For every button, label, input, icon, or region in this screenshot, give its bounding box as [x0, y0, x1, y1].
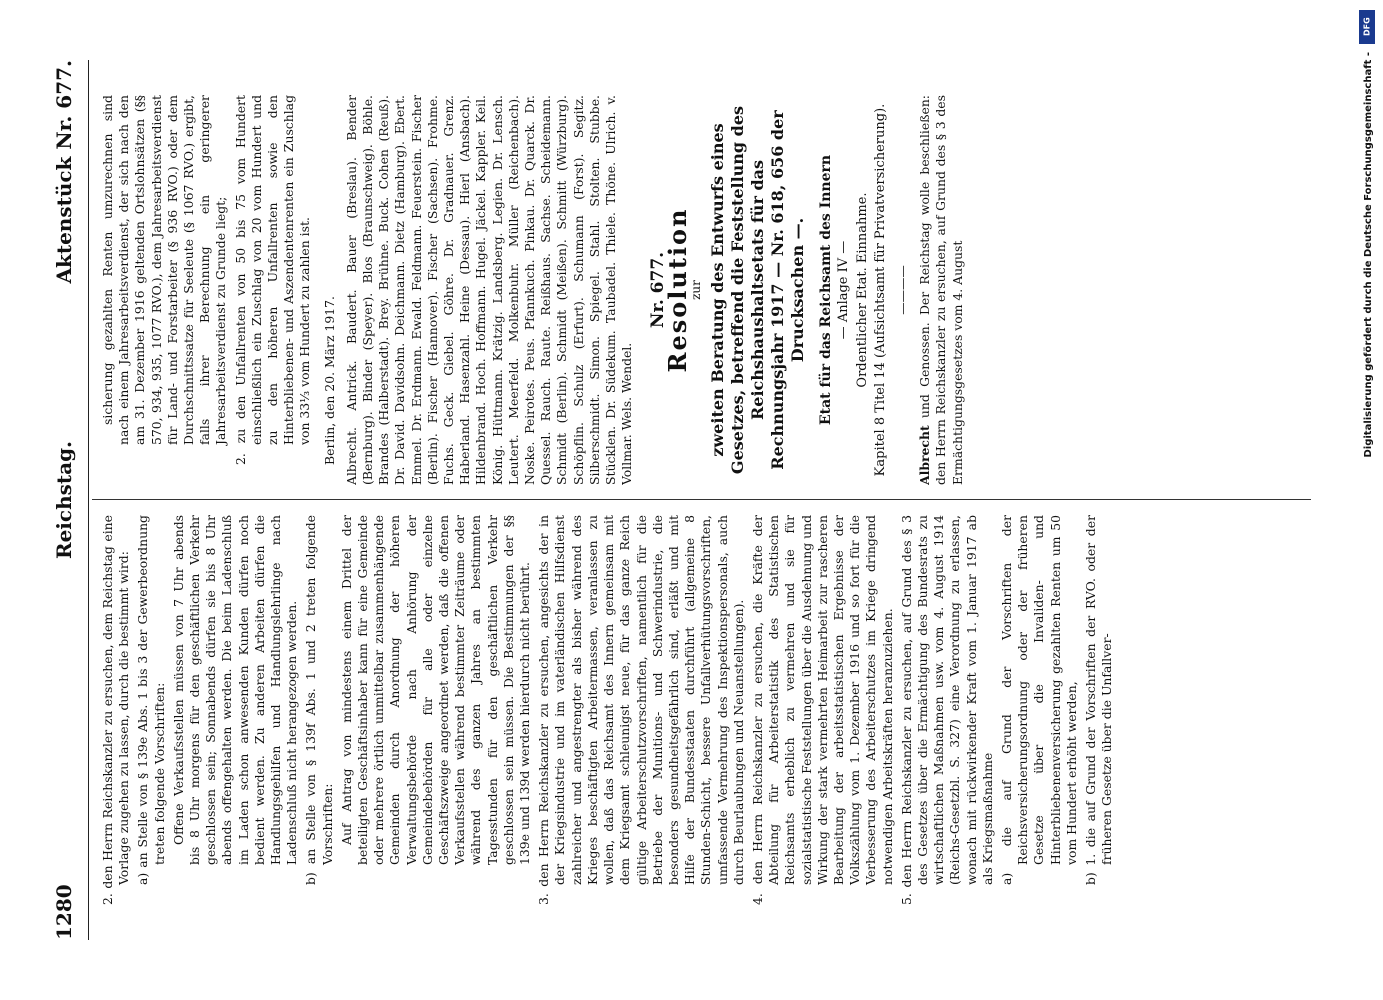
paragraph-2a-text: Offene Verkaufsstellen müssen von 7 Uhr abends bis 8 Uhr morgens für den geschäftlichen Verkehr geschlossen sein; Sonnabends dürfen sie bis 8 Uhr abends offengehalten werden. Die beim Ladenschluß im Laden schon anwesenden Kunden dürfen noch bedient werden. Zu anderen Arbeiten dürfen die Handlungsgehilfen und Handlungslehrlinge nach Ladenschluß nicht herangezogen werden. [170, 515, 300, 865]
header-title: Reichstag. [52, 440, 76, 560]
column-divider [92, 499, 1311, 500]
signers-list: Albrecht. Antrick. Baudert. Bauer (Breslau). Bender (Bernburg). Binder (Speyer). Blos (Braunschweig). Böhle. Brandes (Halberstadt). Brey. Brühne. Buck. Cohen (Reuß). Dr. David. Davidsohn. Deichmann. Dietz (Hamburg). Ebert. Emmel. Dr. Erdmann. Ewald. Feldmann. Feuerstein. Fischer (Berlin). Fischer (Hannover). Fischer (Sachsen). Frohme. Fuchs. Geck. Giebel. Göhre. Dr. Gradnauer. Grenz. Haberland. Hasenzahl. Heine (Dessau). Hierl (Ansbach). Hildenbrand. Hoch. Hoffmann. Hugel. Jäckel. Kappler. Keil. König. Hüttmann. Krätzig. Landsberg. Legien. Dr. Lensch. Leutert. Meerfeld. Molkenbuhr. Müller (Reichenbach). Noske. Peirotes. Peus. Pfannkuch. Pinkau. Dr. Quarck. Dr. Quessel. Rauch. Raute. Reißhaus. Sachse. Scheidemann. Schmidt (Berlin). Schmidt (Meißen). Schmitt (Würzburg). Schöpflin. Schulz (Erfurt). Schumann (Forst). Segitz. Silberschmidt. Simon. Spiegel. Stahl. Stolten. Stubbe. Stücklen. Dr. Südekum. Taubadel. Thiele. Thöne. Ulrich. v. Vollmar. Wels. Wendel. [343, 95, 635, 485]
date-line: Berlin, den 20. März 1917. [321, 296, 337, 465]
resolution-zur: zur [688, 280, 703, 300]
resolution-subject: zweiten Beratung des Entwurfs eines Gesetzes, betreffend die Feststellung des Reichshaushaltsetats für das Rechnungsjahr 1917 — Nr. 618, 656 der Drucksachen —. [708, 105, 808, 475]
paragraph-4: 4. den Herrn Reichskanzler zu ersuchen, die Kräfte der Abteilung für Arbeiterstatistik des Statistischen Reichsamts erheblich zu vermehren und sie für sozialstatistische Feststellungen über die Ausdehnung und Wirkung der stark vermehrten Heimarbeit zur rascheren Bearbeitung der arbeitsstatistischen Ergebnisse der Volkszählung vom 1. Dezember 1916 und so fort für die Verbesserung des Arbeiterschutzes im Kriege dringend notwendigen Arbeitskräften heranzuziehen. [749, 515, 895, 905]
continuation-item-2: 2. zu den Unfallrenten von 50 bis 75 vom Hundert einschließlich ein Zuschlag von 20 vom Hundert und zu den höheren Unfallrenten sowie den Hinterbliebenen- und Aszendentenrenten ein Zuschlag von 33⅓ vom Hundert zu zahlen ist. [232, 95, 313, 465]
paragraph-5b: b) 1. die auf Grund der Vorschriften der RVO. oder der früheren Gesetze über die Unfallver- [1082, 515, 1115, 885]
final-paragraph [917, 95, 966, 485]
paragraph-2a: a) an Stelle von § 139e Abs. 1 bis 3 der Gewerbeordnung treten folgende Vorschriften: [135, 515, 167, 885]
header-document: Aktenstück Nr. 677. [52, 60, 76, 284]
paragraph-5-intro: 5. den Herrn Reichskanzler zu ersuchen, auf Grund des § 3 des Gesetzes über die Ermächtigung des Bundesrats zu wirtschaftlichen Maßnahmen usw. vom 4. August 1914 (Reichs-Gesetzbl. S. 327) eine Verordnung zu erlassen, wonach mit rückwirkender Kraft vom 1. Januar 1917 ab als Kriegsmaßnahme [898, 515, 995, 905]
paragraph-5a: a) die auf Grund der Vorschriften der Reichsversicherungsordnung oder der früheren Gesetze über die Invaliden- und Hinterbliebenenversicherung gezahlten Renten um 50 vom Hundert erhöht werden, [998, 515, 1079, 885]
digitization-credit: Digitalisierung gefördert durch die Deutsche Forschungsgemeinschaft - [1363, 52, 1374, 458]
ordentlicher-etat: Ordentlicher Etat. Einnahme. [854, 192, 870, 388]
final-bold-name: Albrecht [917, 425, 933, 485]
paragraph-2-intro: 2. den Herrn Reichskanzler zu ersuchen, dem Reichstag eine Vorlage zugehen zu lassen, durch die bestimmt wird: [100, 515, 132, 905]
continuation-text: sicherung gezahlten Renten umzurechnen sind nach einem Jahresarbeitsverdienst, der sich nach den am 31. Dezember 1916 geltenden Ortslohnsätzen (§§ 570, 934, 935, 1077 RVO.), dem Jahresarbeitsverdienst für Land- und Forstarbeiter (§ 936 RVO.) oder dem Durchschnittssatze für Seeleute (§ 1067 RVO.) ergibt, falls ihrer Berechnung ein geringerer Jahresarbeitsverdienst zu Grunde liegt; [100, 95, 229, 445]
paragraph-2b-text: Auf Antrag von mindestens einem Drittel der beteiligten Geschäftsinhaber kann für eine Gemeinde oder mehrere örtlich unmittelbar zusammenhängende Gemeinden durch Anordnung der höheren Verwaltungsbehörde nach Anhörung der Gemeindebehörden für alle oder einzelne Geschäftszweige angeordnet werden, daß die offenen Verkaufsstellen während bestimmter Zeiträume oder während des ganzen Jahres an bestimmten Tagesstunden für den geschäftlichen Verkehr geschlossen sein müssen. Die Bestimmungen der §§ 139e und 139d werden hierdurch nicht berührt. [338, 515, 533, 865]
dfg-logo: DFG [1359, 10, 1375, 44]
side-strip [1353, 0, 1379, 1000]
page-header [52, 60, 82, 940]
resolution-heading: Resolution [662, 207, 692, 373]
header-rule [88, 60, 89, 940]
right-column [100, 95, 1303, 485]
etat-heading: Etat für das Reichsamt des Innern [818, 154, 835, 426]
separator: ———— [894, 265, 910, 315]
paragraph-3: 3. den Herrn Reichskanzler zu ersuchen, angesichts der in der Kriegsindustrie und im vaterländischen Hilfsdienst zahlreicher und angestrengter als bisher während des Krieges beschäftigten Arbeitermassen, veranlassen zu wollen, daß das Reichsamt des Innern gemeinsam mit dem Kriegsamt schleunigst neue, für das ganze Reich gültige Arbeiterschutzvorschriften, namentlich für die Betriebe der Munitions- und Schwerindustrie, die besonders gesundheitsgefährlich sind, erläßt und mit Hilfe der Bundesstaaten durchführt (allgemeine 8 Stunden-Schicht, bessere Unfallverhütungsvorschriften, umfassende Vermehrung des Inspektionspersonals, auch durch Beurlaubungen und Neuanstellungen). [536, 515, 746, 905]
left-column [100, 515, 1303, 905]
anlage-line: — Anlage IV — [836, 240, 852, 340]
page-number: 1280 [52, 884, 76, 940]
document-number: Nr. 677. [647, 251, 668, 329]
final-text: und Genossen. Der Reichstag wolle beschließen: den Herrn Reichskanzler zu ersuchen, auf Grund des § 3 des Ermächtigungsgesetzes vom 4. August [917, 95, 965, 485]
paragraph-2b: b) an Stelle von § 139f Abs. 1 und 2 treten folgende Vorschriften: [303, 515, 335, 885]
kapitel-line: Kapitel 8 Titel 14 (Aufsichtsamt für Privatversicherung). [872, 103, 888, 477]
